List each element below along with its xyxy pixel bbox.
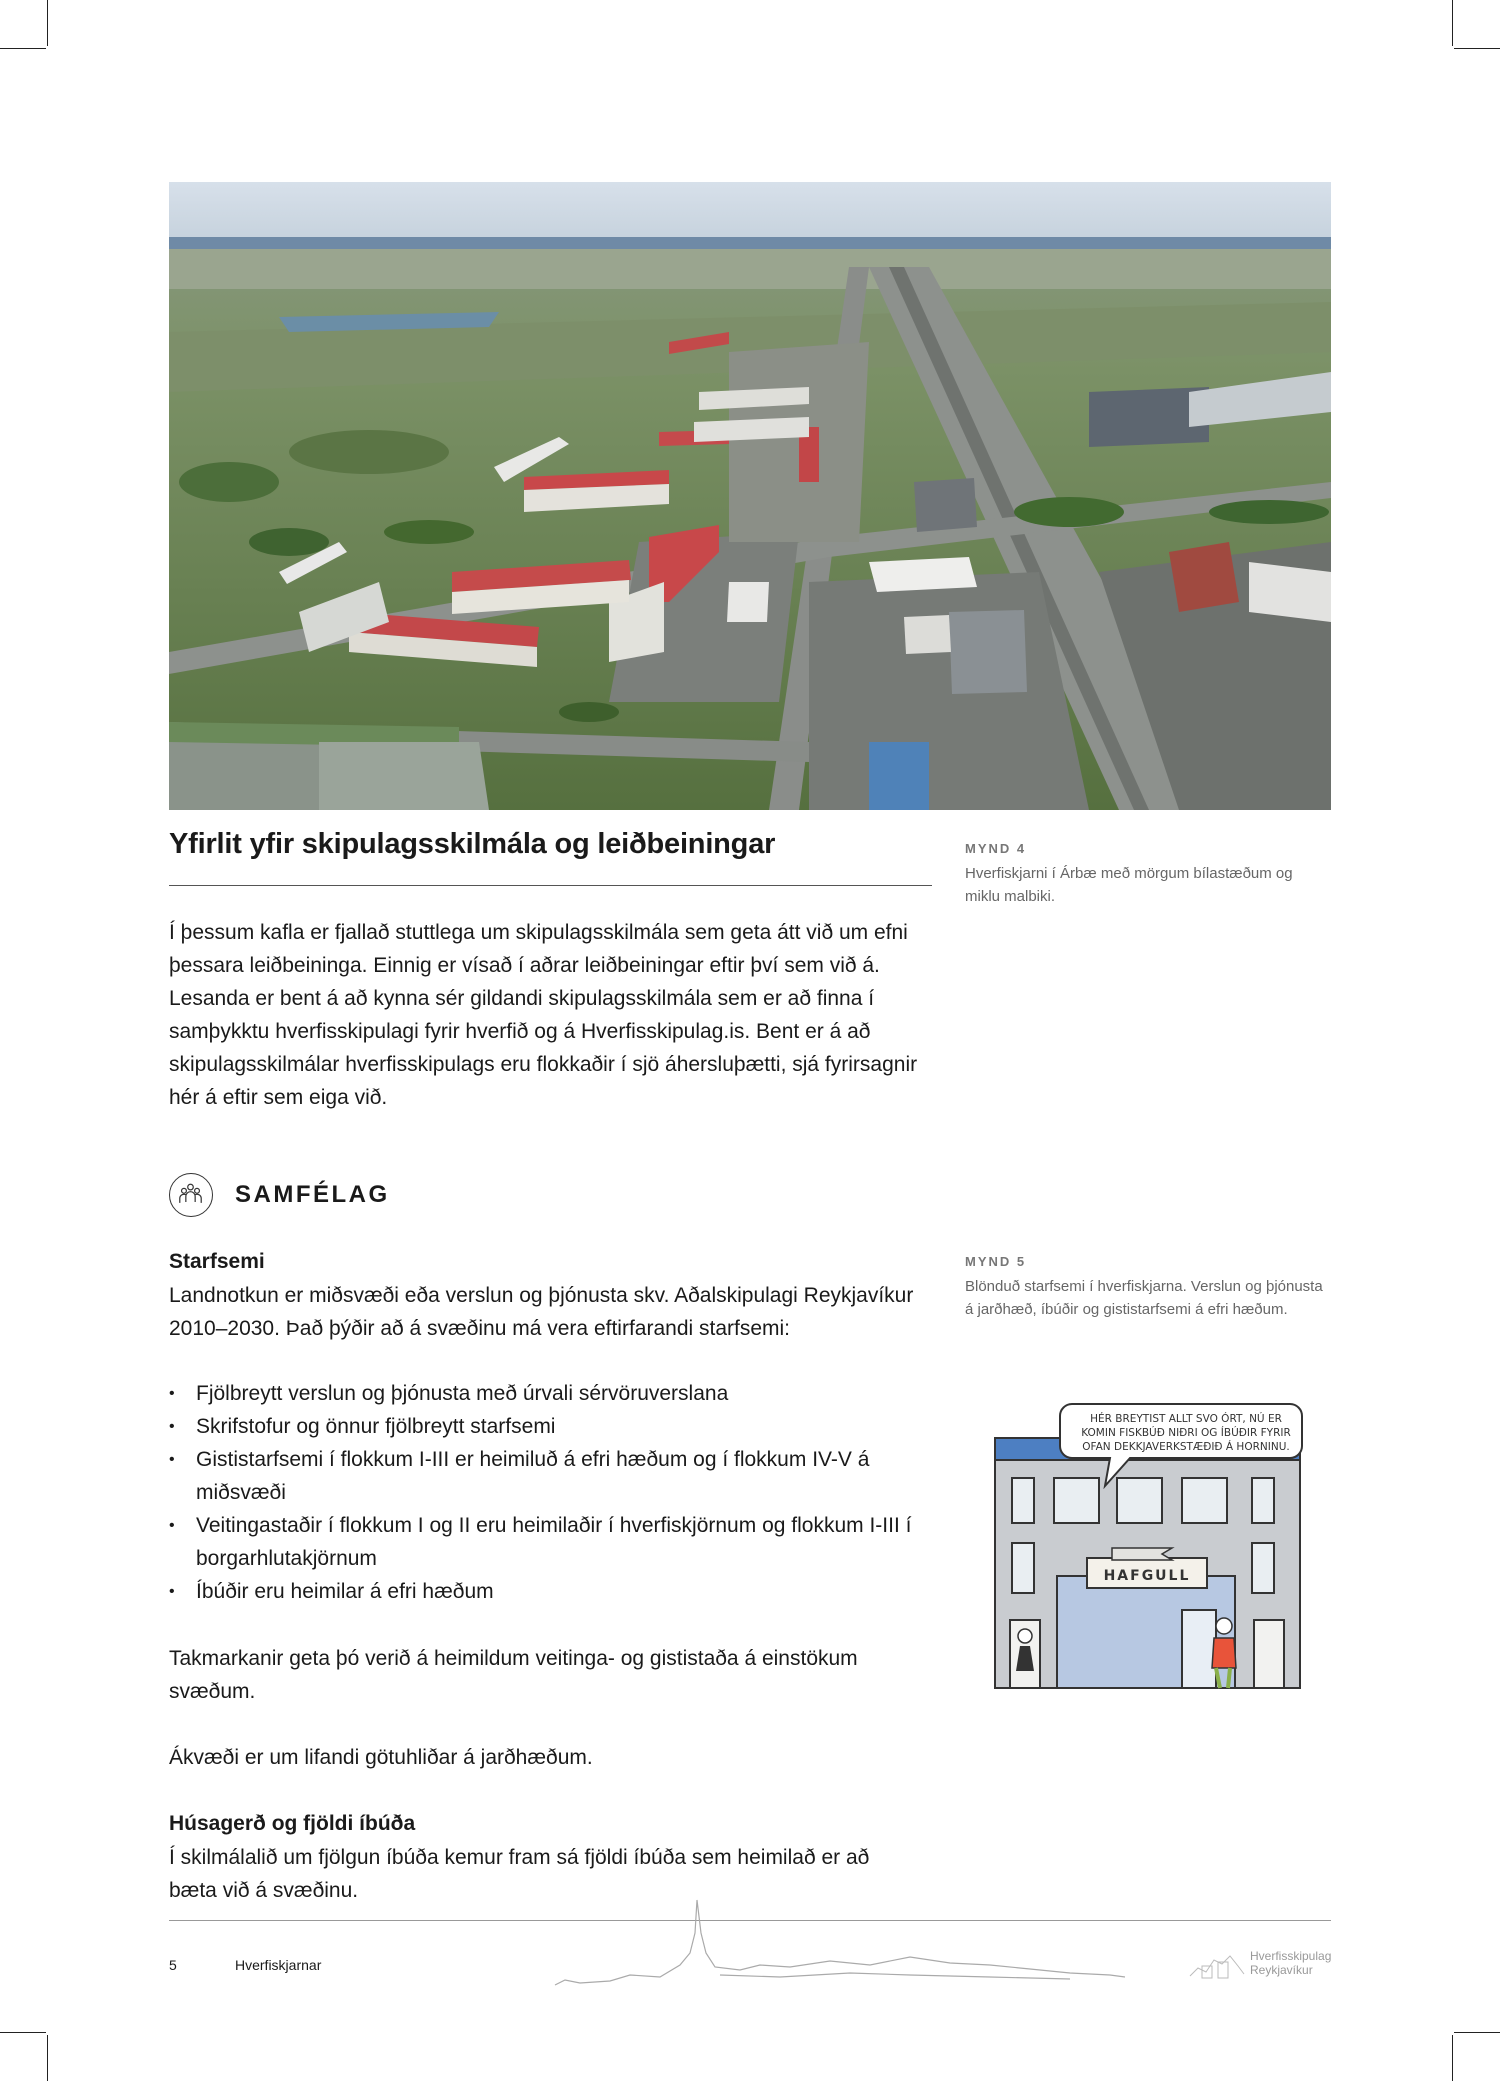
subheading-husagerd: Húsagerð og fjöldi íbúða	[169, 1812, 416, 1835]
crop-mark	[47, 2035, 48, 2081]
husagerd-paragraph: Í skilmálalið um fjölgun íbúða kemur fram sá fjöldi íbúða sem heimilað er að bæta við á svæðinu.	[169, 1846, 870, 1902]
caption-text: Hverfiskjarni í Árbæ með mörgum bílastæðum og miklu malbiki.	[965, 865, 1293, 905]
list-item: • Skrifstofur og önnur fjölbreytt starfsemi	[169, 1410, 944, 1443]
figure-5-caption	[965, 1253, 1325, 1321]
page-number: 5	[169, 1957, 177, 1973]
crop-mark	[1454, 48, 1500, 49]
list-item: • Íbúðir eru heimilar á efri hæðum	[169, 1575, 944, 1608]
section-title: SAMFÉLAG	[235, 1181, 390, 1208]
list-item: • Gististarfsemi í flokkum I-III er heimiluð á efri hæðum og í flokkum IV-V á miðsvæði	[169, 1443, 944, 1509]
heading-divider	[169, 885, 932, 886]
aerial-photo	[169, 182, 1331, 810]
crop-mark	[1452, 2035, 1453, 2081]
mixed-use-building-illustration	[992, 1398, 1310, 1693]
figure-label: MYND 4	[965, 841, 1027, 856]
caption-text: Blönduð starfsemi í hverfiskjarna. Verslun og þjónusta á jarðhæð, íbúðir og gististarfsemi á efri hæðum.	[965, 1278, 1323, 1318]
community-icon	[169, 1173, 213, 1217]
logo-line: Reykjavíkur	[1250, 1963, 1313, 1977]
starfsemi-paragraph: Landnotkun er miðsvæði eða verslun og þjónusta skv. Aðalskipulagi Reykjavíkur 2010–2030. Það þýðir að á svæðinu má vera eftirfarandi starfsemi:	[169, 1284, 914, 1340]
crop-mark	[0, 2032, 46, 2033]
page-heading: Yfirlit yfir skipulagsskilmála og leiðbeiningar	[169, 828, 776, 860]
intro-paragraph: Í þessum kafla er fjallað stuttlega um skipulagsskilmála sem geta átt við um efni þessara leiðbeininga. Einnig er vísað í aðrar leiðbeiningar eftir því sem við á. Lesanda er bent á að kynna sér gildandi skipulagsskilmála sem er að finna í samþykktu hverfisskipulagi fyrir hverfið og á Hverfisskipulag.is. Bent er á að skipulagsskilmálar hverfisskipulags eru flokkaðir í sjö áhersluþætti, sjá fyrirsagnir hér á eftir sem eiga við.	[169, 921, 918, 1109]
crop-mark	[1454, 2032, 1500, 2033]
speech-bubble-line: KOMIN FISKBÚÐ NIÐRI OG ÍBÚÐIR FYRIR	[1081, 1427, 1291, 1439]
provision-paragraph: Ákvæði er um lifandi götuhliðar á jarðhæðum.	[169, 1746, 593, 1769]
list-item: • Veitingastaðir í flokkum I og II eru heimilaðir í hverfiskjörnum og flokkum I-III í borgarhlutakjörnum	[169, 1509, 944, 1575]
city-skyline-drawing	[550, 1895, 1130, 1990]
limits-paragraph: Takmarkanir geta þó verið á heimildum veitinga- og gististaða á einstökum svæðum.	[169, 1647, 858, 1703]
speech-bubble-line: HÉR BREYTIST ALLT SVO ÓRT, NÚ ER	[1090, 1413, 1282, 1425]
figure-4-caption	[965, 840, 1325, 908]
crop-mark	[47, 0, 48, 46]
chapter-name: Hverfiskjarnar	[235, 1957, 322, 1973]
shop-sign: HAFGULL	[1103, 1568, 1191, 1584]
crop-mark	[1452, 0, 1453, 46]
figure-label: MYND 5	[965, 1254, 1027, 1269]
speech-bubble-line: OFAN DEKKJAVERKSTÆÐIÐ Á HORNINU.	[1082, 1441, 1290, 1453]
subheading-starfsemi: Starfsemi	[169, 1250, 265, 1273]
logo-line: Hverfisskipulag	[1250, 1949, 1332, 1963]
crop-mark	[0, 48, 46, 49]
starfsemi-list	[169, 1377, 944, 1608]
list-item: • Fjölbreytt verslun og þjónusta með úrvali sérvöruverslana	[169, 1377, 944, 1410]
logo-text	[1250, 1949, 1331, 1977]
